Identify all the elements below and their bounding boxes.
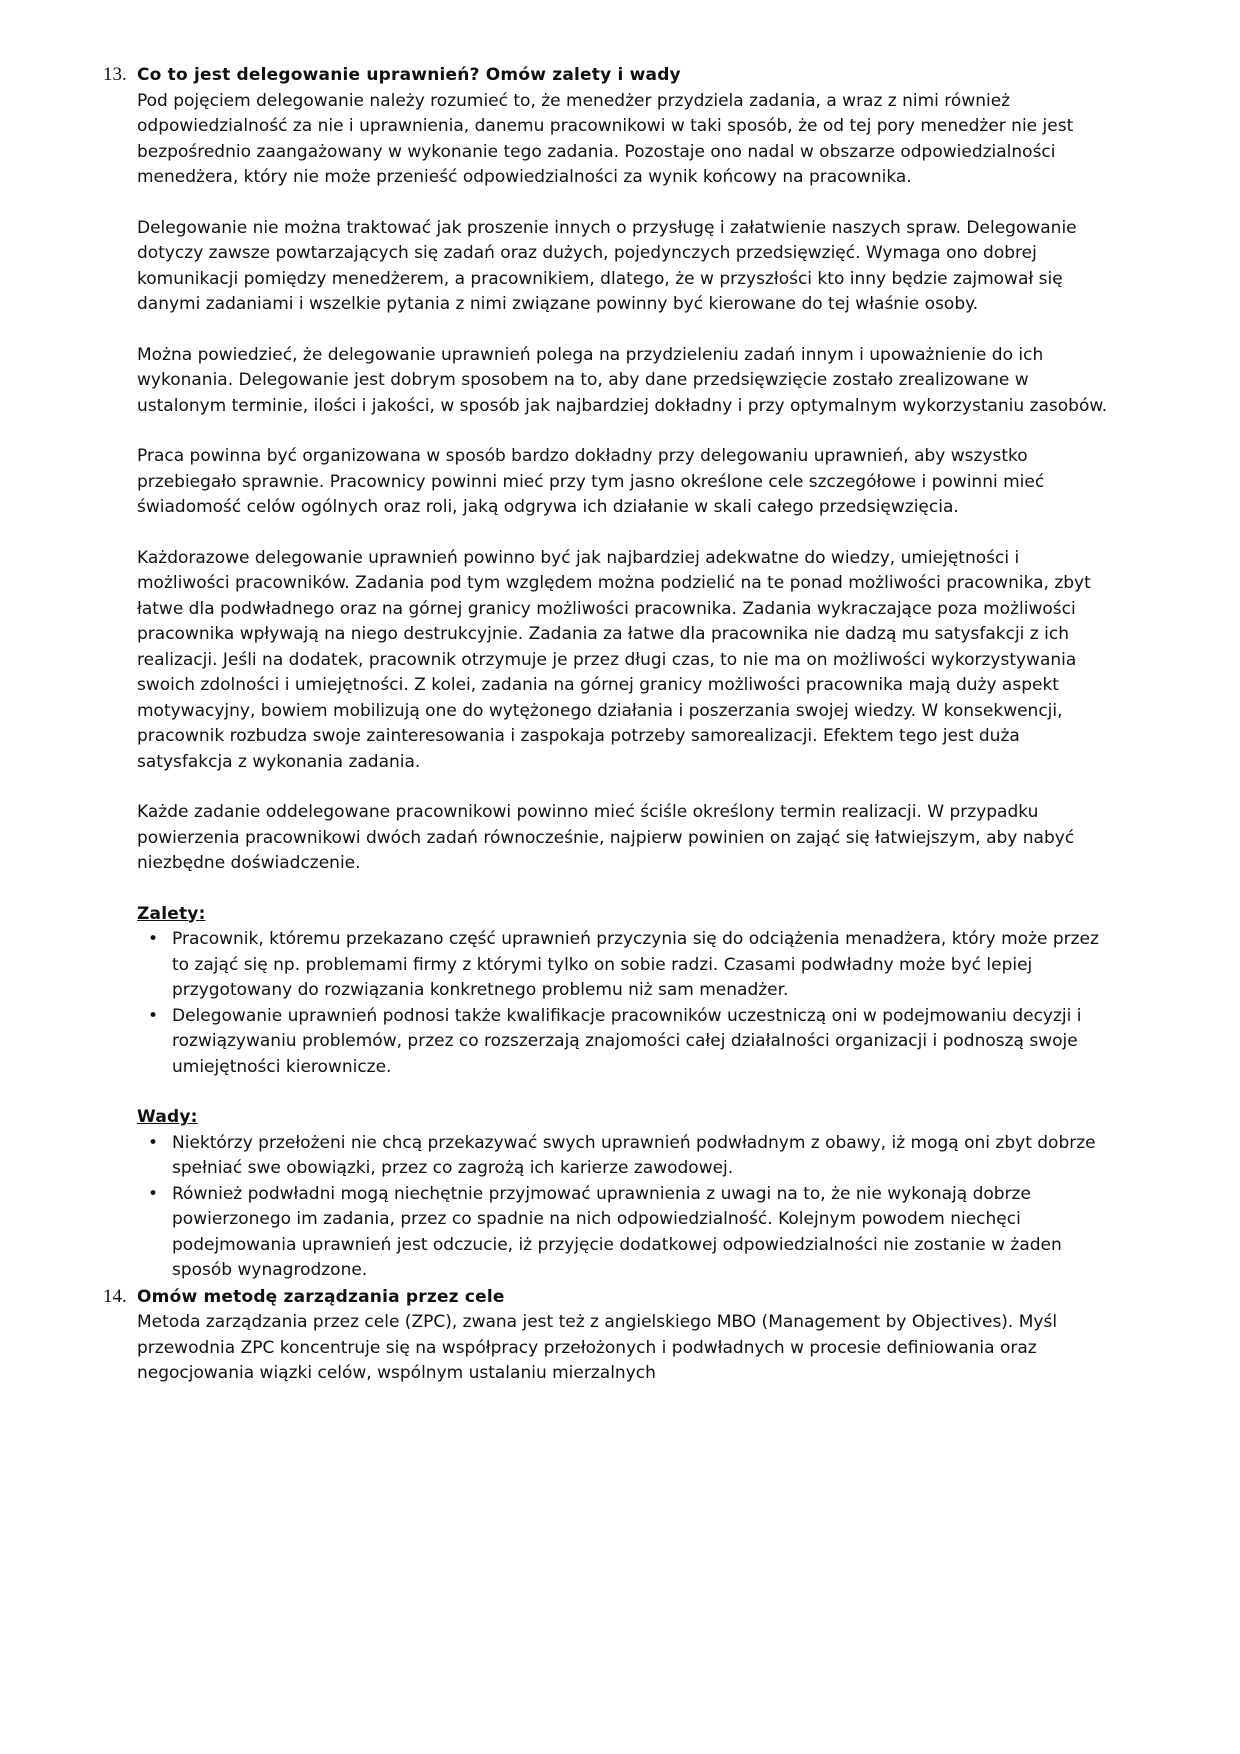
paragraph: Pod pojęciem delegowanie należy rozumieć to, że menedżer przydziela zadania, a wraz z nimi również odpowiedzialność za nie i uprawnienia, danemu pracownikowi w taki sposób, że od tej pory menedżer nie jest bezpośrednio zaangażowany w wykonanie tego zadania. Pozostaje ono nadal w obszarze odpowiedzialności menedżera, który nie może przenieść odpowiedzialności za wynik końcowy na pracownika.: [137, 90, 1074, 187]
bullet-text: Niektórzy przełożeni nie chcą przekazywać swych uprawnień podwładnym z obawy, iż mogą oni zbyt dobrze spełniać swe obowiązki, przez co zagrożą ich karierze zawodowej.: [172, 1132, 1096, 1178]
bullet-icon: •: [148, 1005, 159, 1026]
list-item: [137, 927, 1117, 1004]
question-item-13: [103, 62, 1117, 1284]
list-item: [137, 1004, 1117, 1081]
paragraph: Każdorazowe delegowanie uprawnień powinno być jak najbardziej adekwatne do wiedzy, umiejętności i możliwości pracowników. Zadania pod tym względem można podzielić na te ponad możliwości pracownika, zbyt łatwe dla podwładnego oraz na górnej granicy możliwości pracownika. Zadania wykraczające poza możliwości pracownika wpływają na niego destrukcyjnie. Zadania za łatwe dla pracownika nie dadzą mu satysfakcji z ich realizacji. Jeśli na dodatek, pracownik otrzymuje je przez długi czas, to nie ma on możliwości wykorzystywania swoich zdolności i umiejętności. Z kolei, zadania na górnej granicy możliwości pracownika mają duży aspekt motywacyjny, bowiem mobilizują one do wytężonego działania i poszerzania swojej wiedzy. W konsekwencji, pracownik rozbudza swoje zainteresowania i zaspokaja potrzeby samorealizacji. Efektem tego jest duża satysfakcja z wykonania zadania.: [137, 547, 1091, 772]
list-item: [137, 1182, 1117, 1284]
bullet-text: Delegowanie uprawnień podnosi także kwalifikacje pracowników uczestniczą oni w podejmowaniu decyzji i rozwiązywaniu problemów, przez co rozszerzają znajomości całej działalności organizacji i podnoszą swoje umiejętności kierownicze.: [172, 1005, 1082, 1077]
disadvantages-list: [137, 1131, 1117, 1284]
advantages-list: [137, 927, 1117, 1080]
bullet-text: Pracownik, któremu przekazano część uprawnień przyczynia się do odciążenia menadżera, który może przez to zająć się np. problemami firmy z którymi tylko on sobie radzi. Czasami podwładny może być lepiej przygotowany do rozwiązania konkretnego problemu niż sam menadżer.: [172, 929, 1099, 1000]
paragraph: Można powiedzieć, że delegowanie uprawnień polega na przydzieleniu zadań innym i upoważnienie do ich wykonania. Delegowanie jest dobrym sposobem na to, aby dane przedsięwzięcie zostało zrealizowane w ustalonym terminie, ilości i jakości, w sposób jak najbardziej dokładny i przy optymalnym wykorzystaniu zasobów.: [137, 344, 1108, 416]
bullet-icon: •: [148, 1132, 159, 1153]
paragraph: Delegowanie nie można traktować jak proszenie innych o przysługę i załatwienie naszych spraw. Delegowanie dotyczy zawsze powtarzających się zadań oraz dużych, pojedynczych przedsięwzięć. Wymaga ono dobrej komunikacji pomiędzy menedżerem, a pracownikiem, dlatego, że w przyszłości kto inny będzie zajmował się danymi zadaniami i wszelkie pytania z nimi związane powinny być kierowane do tej właśnie osoby.: [137, 217, 1077, 314]
item-13-heading: [103, 62, 1117, 89]
paragraph: Metoda zarządzania przez cele (ZPC), zwana jest też z angielskiego MBO (Management by Objectives). Myśl przewodnia ZPC koncentruje się na współpracy przełożonych i podwładnych w procesie definiowania oraz negocjowania wiązki celów, wspólnym ustalaniu mierzalnych: [137, 1312, 1058, 1383]
item-number: 14.: [103, 1285, 127, 1307]
item-14-heading: [103, 1284, 1117, 1311]
bullet-text: Również podwładni mogą niechętnie przyjmować uprawnienia z uwagi na to, że nie wykonają dobrze powierzonego im zadania, przez co spadnie na nich odpowiedzialność. Kolejnym powodem niechęci podejmowania uprawnień jest odczucie, iż przyjęcie dodatkowej odpowiedzialności nie zostanie w żaden sposób wynagrodzone.: [172, 1183, 1062, 1280]
item-13-content: [137, 89, 1117, 1284]
item-title: Omów metodę zarządzania przez cele: [137, 1286, 505, 1307]
paragraph: Każde zadanie oddelegowane pracownikowi powinno mieć ściśle określony termin realizacji. W przypadku powierzenia pracownikowi dwóch zadań równocześnie, najpierw powinien on zająć się łatwiejszym, aby nabyć niezbędne doświadczenie.: [137, 802, 1075, 873]
paragraph: Praca powinna być organizowana w sposób bardzo dokładny przy delegowaniu uprawnień, aby wszystko przebiegało sprawnie. Pracownicy powinni mieć przy tym jasno określone cele szczegółowe i powinni mieć świadomość celów ogólnych oraz roli, jaką odgrywa ich działanie w skali całego przedsięwzięcia.: [137, 446, 1045, 517]
list-item: [137, 1131, 1117, 1182]
item-title: Co to jest delegowanie uprawnień? Omów zalety i wady: [137, 65, 681, 85]
item-number: 13.: [103, 64, 127, 85]
bullet-icon: •: [148, 929, 159, 949]
bullet-icon: •: [148, 1183, 159, 1204]
question-item-14: [103, 1284, 1117, 1387]
item-14-content: [137, 1310, 1117, 1387]
advantages-heading: Zalety:: [137, 903, 206, 924]
disadvantages-heading: Wady:: [137, 1107, 198, 1127]
